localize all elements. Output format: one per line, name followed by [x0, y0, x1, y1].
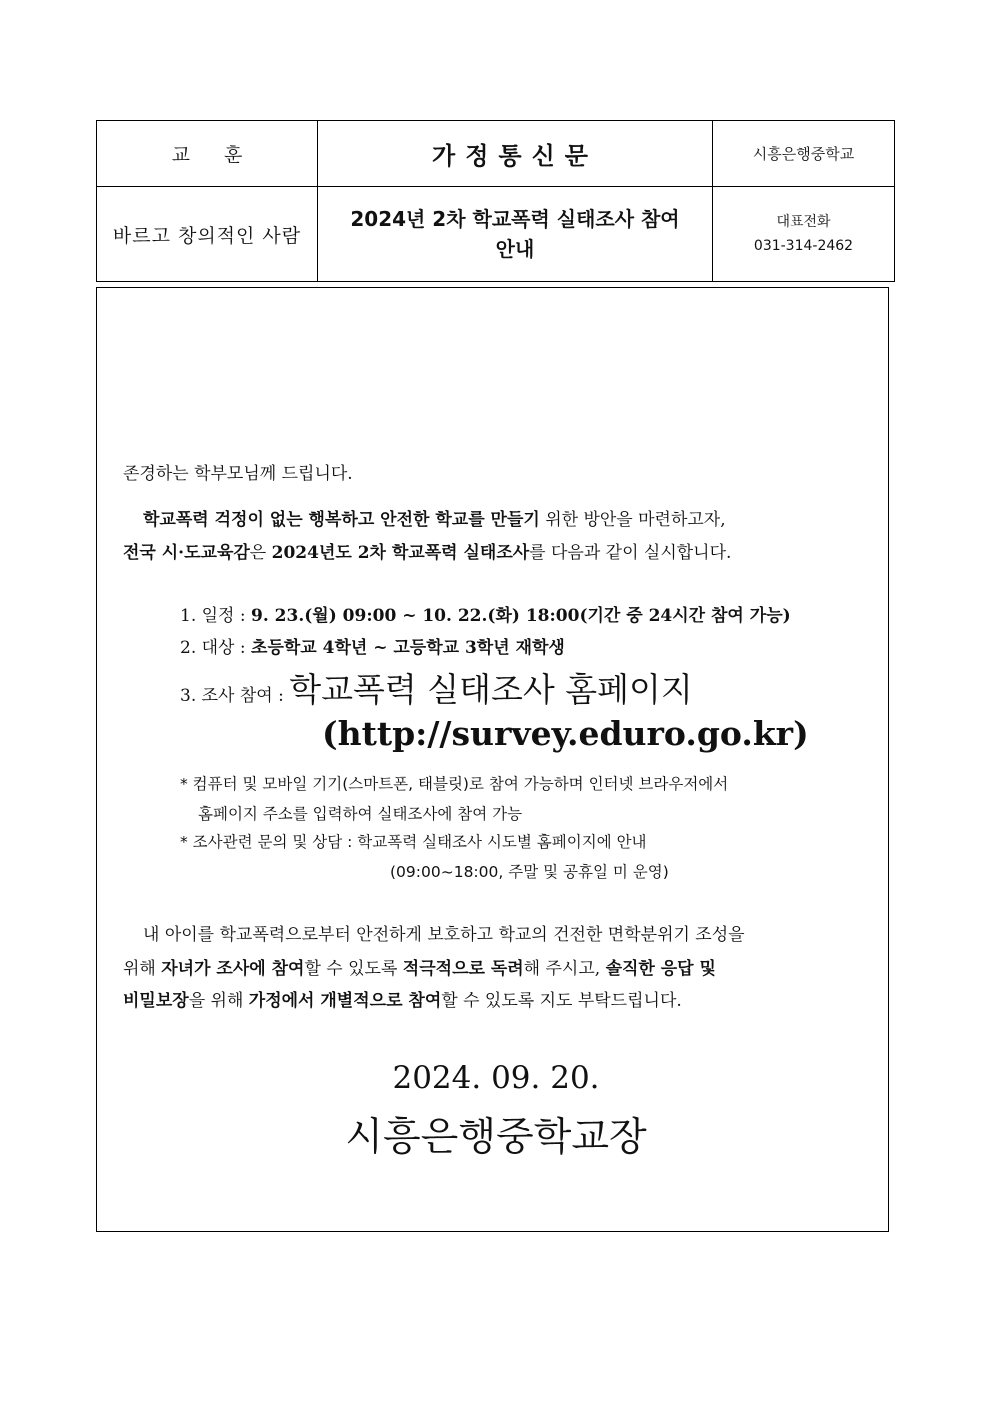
item-schedule-label: 1. 일정 : [180, 606, 252, 626]
item-schedule [180, 601, 791, 626]
closing3-text-2: 할 수 있도록 지도 부탁드립니다. [441, 991, 682, 1011]
doc-type-title: 가정통신문 [432, 142, 598, 170]
closing2-text-1: 위해 [123, 959, 162, 979]
intro2-bold-1: 전국 시·도교육감 [123, 543, 250, 563]
subject-line-2: 안내 [495, 237, 535, 261]
subject-line-1: 2024년 2차 학교폭력 실태조사 참여 [350, 207, 680, 231]
school-name: 시흥은행중학교 [752, 145, 855, 163]
intro-bold: 학교폭력 걱정이 없는 행복하고 안전한 학교를 만들기 [143, 510, 540, 530]
item-target [180, 633, 565, 658]
school-name-cell [713, 121, 895, 187]
note-1-line-2: 홈페이지 주소를 입력하여 실태조사에 참여 가능 [198, 805, 523, 823]
motto-text: 바르고 창의적인 사람 [112, 224, 302, 247]
closing2-text-2: 할 수 있도록 [304, 959, 403, 979]
subject-cell [318, 187, 713, 282]
intro-rest: 위한 방안을 마련하고자, [539, 510, 726, 530]
intro-line-2 [123, 538, 731, 563]
note-1-line-1: * 컴퓨터 및 모바일 기기(스마트폰, 태블릿)로 참여 가능하며 인터넷 브라우저에서 [180, 775, 729, 793]
note-2-hours: (09:00~18:00, 주말 및 공휴일 미 운영) [390, 863, 669, 881]
intro2-mid: 은 [249, 543, 272, 563]
header-table [96, 120, 895, 282]
intro2-rest: 를 다음과 같이 실시합니다. [529, 543, 732, 563]
closing2-bold-3: 솔직한 응답 및 [605, 959, 716, 979]
note-2: * 조사관련 문의 및 상담 : 학교폭력 실태조사 시도별 홈페이지에 안내 [180, 833, 647, 851]
closing-line-3 [123, 986, 682, 1011]
closing3-text-1: 을 위해 [188, 991, 249, 1011]
phone-number: 031-314-2462 [753, 238, 854, 254]
closing3-bold-1: 비밀보장 [123, 991, 189, 1011]
closing3-bold-2: 가정에서 개별적으로 참여 [248, 991, 442, 1011]
item-participation [180, 664, 693, 711]
phone-label: 대표전화 [776, 214, 831, 230]
survey-url: (http://survey.eduro.go.kr) [322, 714, 809, 753]
closing2-bold-2: 적극적으로 독려 [402, 959, 524, 979]
motto-label-cell [97, 121, 318, 187]
item-schedule-value: 9. 23.(월) 09:00 ~ 10. 22.(화) 18:00(기간 중 24시간 참여 가능) [251, 606, 791, 626]
closing-line-1: 내 아이를 학교폭력으로부터 안전하게 보호하고 학교의 건전한 면학분위기 조성을 [143, 925, 745, 945]
item-target-label: 2. 대상 : [180, 638, 252, 658]
doc-type-cell [318, 121, 713, 187]
phone-cell [713, 187, 895, 282]
item-participation-label: 3. 조사 참여 : [180, 686, 290, 706]
motto-cell [97, 187, 318, 282]
intro2-bold-2: 2024년도 2차 학교폭력 실태조사 [271, 543, 530, 563]
item-participation-value: 학교폭력 실태조사 홈페이지 [289, 670, 693, 709]
signature: 시흥은행중학교장 [345, 1115, 647, 1160]
closing2-bold-1: 자녀가 조사에 참여 [161, 959, 305, 979]
greeting: 존경하는 학부모님께 드립니다. [123, 464, 353, 484]
closing-line-2 [123, 954, 716, 979]
intro-line-1 [143, 505, 726, 530]
motto-label: 교훈 [171, 144, 277, 166]
closing2-text-3: 해 주시고, [523, 959, 606, 979]
item-target-value: 초등학교 4학년 ~ 고등학교 3학년 재학생 [251, 638, 565, 658]
letter-date: 2024. 09. 20. [392, 1060, 600, 1096]
